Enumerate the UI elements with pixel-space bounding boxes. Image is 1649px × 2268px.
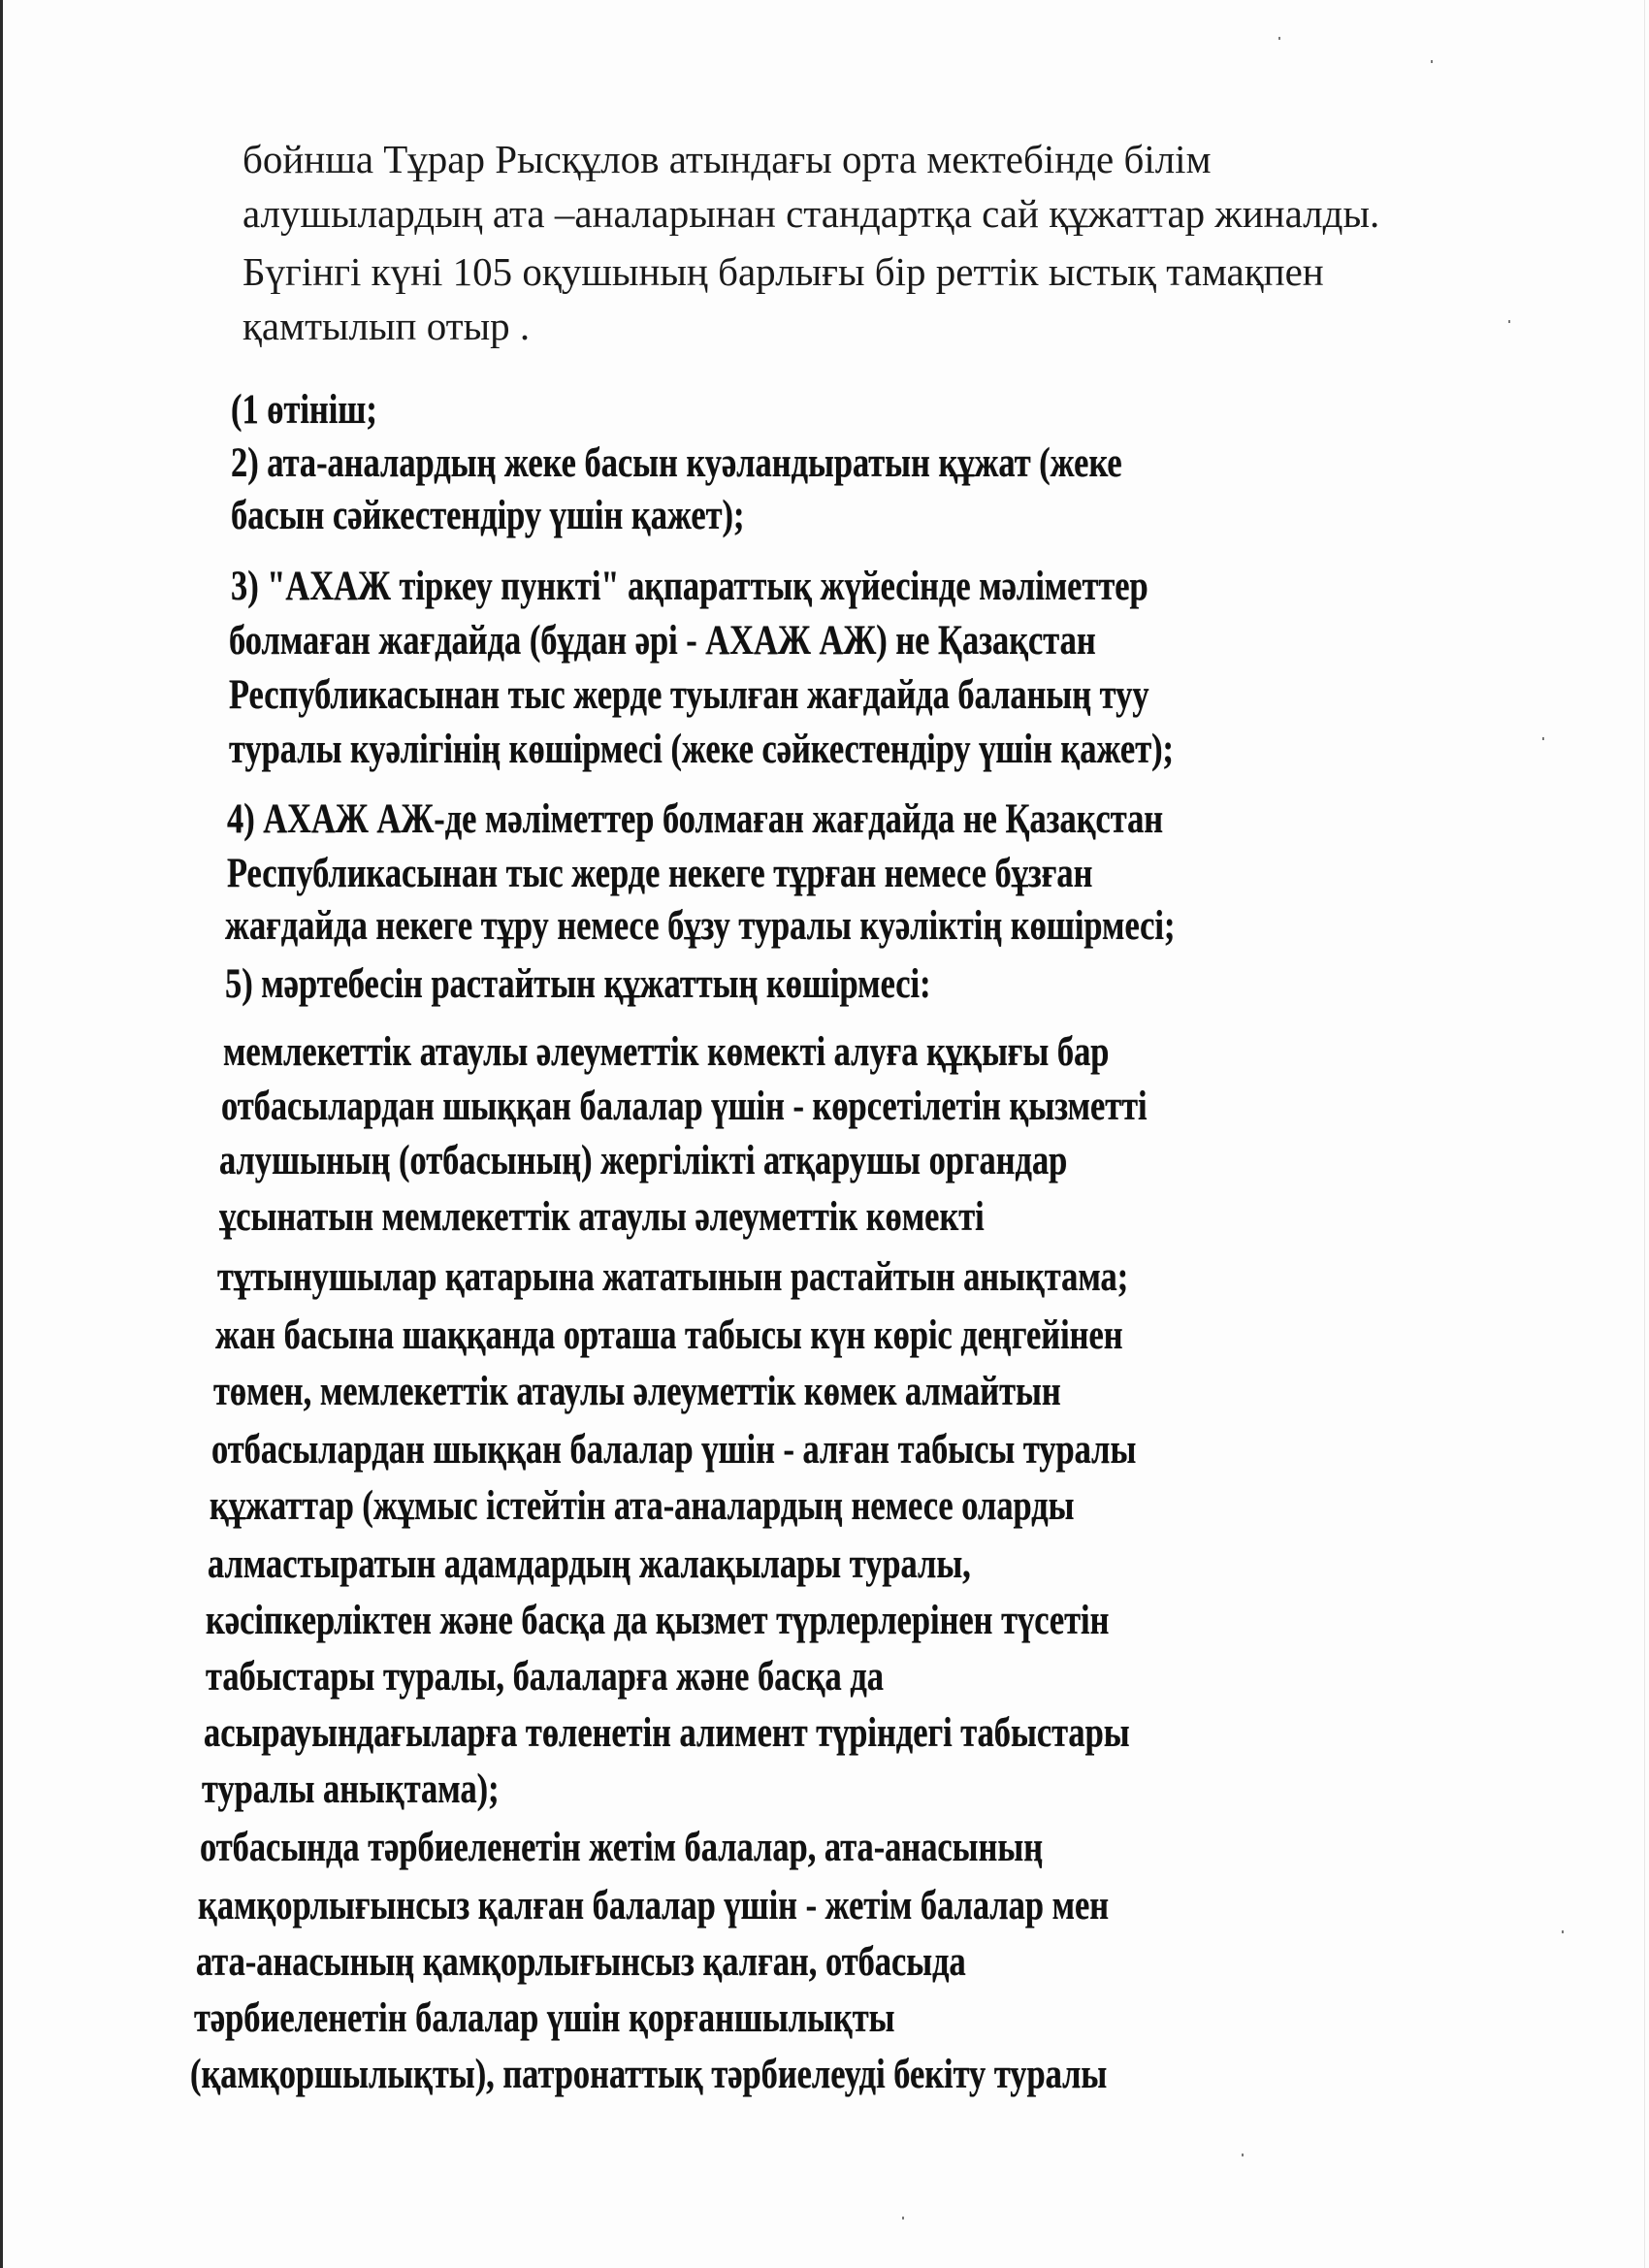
list-item: тұтынушылар қатарына жататынын растайтын анықтама; — [217, 1254, 1129, 1300]
list-item: жағдайда некеге тұру немесе бұзу туралы куәліктің көшірмесі; — [225, 903, 1176, 949]
list-item: құжаттар (жұмыс істейтін ата-аналардың немесе оларды — [210, 1483, 1075, 1529]
list-item: ата-анасының қамқорлығынсыз қалған, отбасыда — [196, 1939, 966, 1985]
list-item: отбасылардан шыққан балалар үшін - алған табысы туралы — [211, 1427, 1137, 1473]
scan-speck — [1431, 60, 1433, 63]
scan-speck — [1542, 737, 1544, 740]
list-item: табыстары туралы, балаларға және басқа да — [206, 1654, 884, 1700]
intro-line: Бүгінгі күні 105 оқушының барлығы бір реттік ыстық тамақпен — [242, 249, 1324, 294]
scan-speck — [902, 2217, 904, 2219]
scan-speck — [1242, 2154, 1244, 2156]
list-item: отбасылардан шыққан балалар үшін - көрсетілетін қызметті — [221, 1084, 1148, 1129]
list-item: (1 өтініш; — [231, 387, 377, 433]
list-item: ұсынатын мемлекеттік атаулы әлеуметтік көмекті — [219, 1194, 985, 1240]
list-item: жан басына шаққанда орташа табысы күн көріс деңгейінен — [215, 1312, 1123, 1358]
intro-line: қамтылып отыр . — [242, 304, 531, 348]
intro-line: алушылардың ата –аналарынан стандартқа сай құжаттар жиналды. — [242, 191, 1380, 236]
list-item: тәрбиеленетін балалар үшін қорғаншылықты — [194, 1995, 895, 2041]
list-item: кәсіпкерліктен және басқа да қызмет түрлерлерінен түсетін — [206, 1598, 1110, 1643]
list-item: төмен, мемлекеттік атаулы әлеуметтік көмек алмайтын — [213, 1369, 1061, 1414]
scan-speck — [1562, 1930, 1564, 1933]
list-item: 4) АХАЖ АЖ-де мәліметтер болмаған жағдайда не Қазақстан — [227, 796, 1164, 842]
list-item: мемлекеттік атаулы әлеуметтік көмекті алуға құқығы бар — [223, 1029, 1110, 1075]
list-item: алушының (отбасының) жергілікті атқарушы органдар — [219, 1138, 1068, 1183]
list-item: 3) "АХАЖ тіркеу пункті" ақпараттық жүйесінде мәліметтер — [231, 564, 1148, 609]
list-item: 5) мәртебесін растайтын құжаттың көшірмесі: — [225, 961, 931, 1007]
list-item: Республикасынан тыс жерде туылған жағдайда баланың туу — [229, 672, 1149, 718]
list-item: (қамқоршылықты), патронаттық тәрбиелеуді бекіту туралы — [190, 2052, 1108, 2097]
list-item: 2) ата-аналардың жеке басын куәландыратын құжат (жеке — [231, 440, 1122, 486]
list-item: болмаған жағдайда (бұдан әрі - АХАЖ АЖ) не Қазақстан — [229, 618, 1096, 664]
list-item: қамқорлығынсыз қалған балалар үшін - жетім балалар мен — [198, 1883, 1110, 1928]
list-item: туралы анықтама); — [202, 1766, 500, 1812]
list-item: басын сәйкестендіру үшін қажет); — [231, 493, 745, 538]
intro-line: бойнша Тұрар Рысқұлов атындағы орта мектебінде білім — [242, 137, 1212, 181]
list-item: алмастыратын адамдардың жалақылары туралы, — [208, 1541, 971, 1587]
scan-speck — [1278, 37, 1280, 40]
list-item: отбасында тәрбиеленетін жетім балалар, ата-анасының — [200, 1825, 1044, 1870]
scan-speck — [1508, 320, 1510, 323]
list-item: асырауындағыларға төленетін алимент түріндегі табыстары — [204, 1710, 1130, 1756]
list-item: туралы куәлігінің көшірмесі (жеке сәйкестендіру үшін қажет); — [229, 727, 1175, 772]
list-item: Республикасынан тыс жерде некеге тұрған немесе бұзған — [227, 851, 1093, 896]
